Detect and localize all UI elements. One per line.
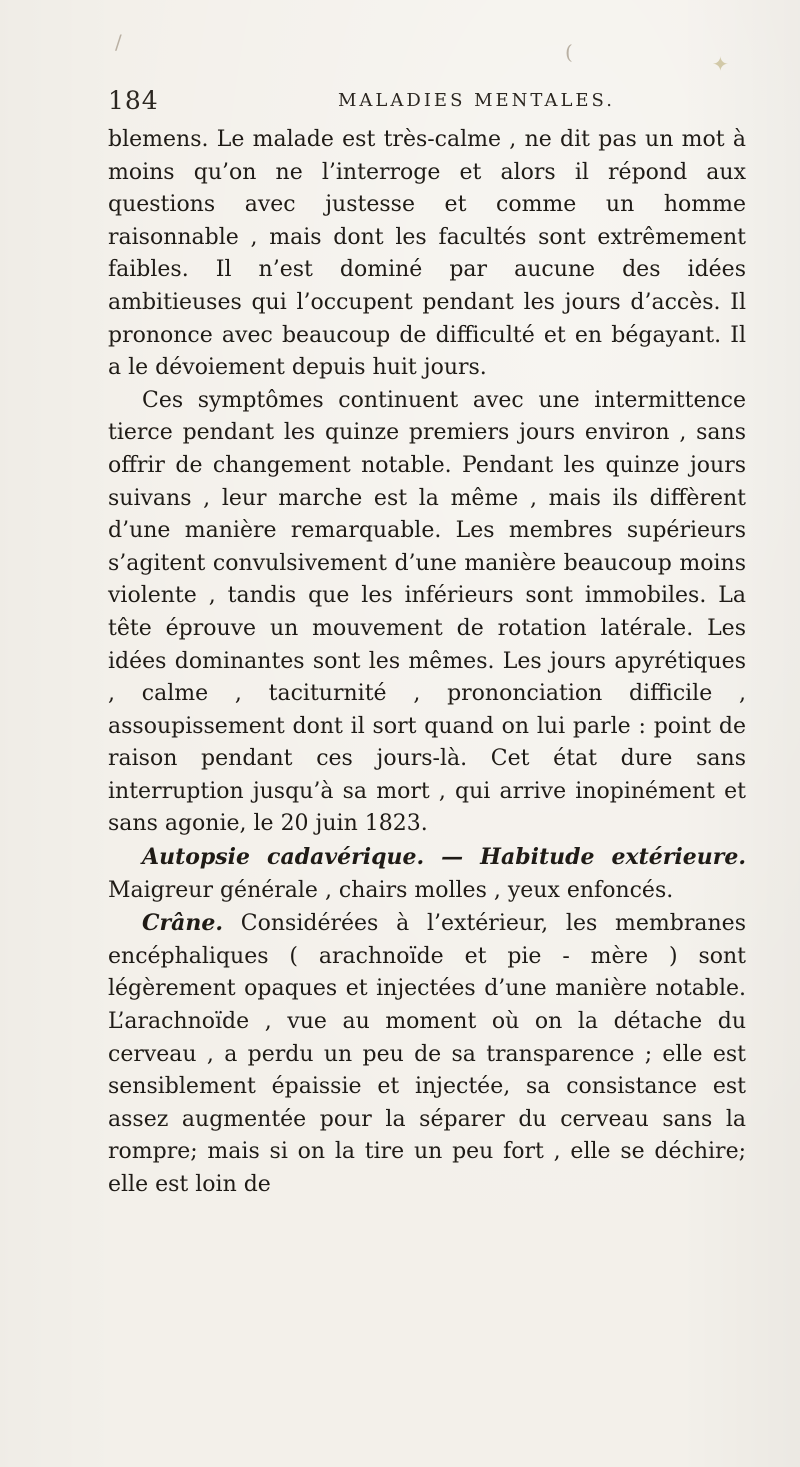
page-number: 184 (108, 86, 159, 115)
section-heading: Autopsie cadavérique. — Habitude extérieure. (142, 844, 746, 871)
running-title: MALADIES MENTALES. (338, 90, 615, 111)
ink-mark: ✦ (712, 52, 729, 76)
paragraph-text: Maigreur générale , chairs molles , yeux enfoncés. (108, 877, 674, 903)
paragraph-continuation (108, 124, 746, 385)
section-heading: Crâne. (142, 910, 224, 937)
paragraph-autopsy (108, 841, 746, 907)
page-header (108, 86, 668, 120)
paragraph-symptoms (108, 385, 746, 841)
paragraph-skull (108, 907, 746, 1201)
ink-mark: / (115, 30, 122, 54)
ink-mark: ( (565, 40, 573, 64)
paragraph-text: Ces symptômes continuent avec une intermittence tierce pendant les quinze premiers jours environ , sans offrir de changement notable. Pendant les quinze jours suivans , leur marche est la même , mais ils diffèrent d’une manière remarquable. Les membres supérieurs s’agitent convulsivement d’une manière beaucoup moins violente , tandis que les inférieurs sont immobiles. La tête éprouve un mouvement de rotation latérale. Les idées dominantes sont les mêmes. Les jours apyrétiques , calme , taciturnité , prononciation difficile , assoupissement dont il sort quand on lui parle : point de raison pendant ces jours-là. Cet état dure sans interruption jusqu’à sa mort , qui arrive inopinément et sans agonie, le 20 juin 1823. (108, 387, 746, 837)
paragraph-text: Considérées à l’extérieur, les membranes encéphaliques ( arachnoïde et pie - mère ) sont légèrement opaques et injectées d’une manière notable. L’arachnoïde , vue au moment où on la détache du cerveau , a perdu un peu de sa transparence ; elle est sensiblement épaissie et injectée, sa consistance est assez augmentée pour la séparer du cerveau sans la rompre; mais si on la tire un peu fort , elle se déchire; elle est loin de (108, 911, 746, 1197)
paragraph-text: blemens. Le malade est très-calme , ne dit pas un mot à moins qu’on ne l’interroge et alors il répond aux questions avec justesse et comme un homme raisonnable , mais dont les facultés sont extrêmement faibles. Il n’est dominé par aucune des idées ambitieuses qui l’occupent pendant les jours d’accès. Il prononce avec beaucoup de difficulté et en bégayant. Il a le dévoiement depuis huit jours. (108, 127, 746, 381)
page-body (108, 124, 746, 1202)
